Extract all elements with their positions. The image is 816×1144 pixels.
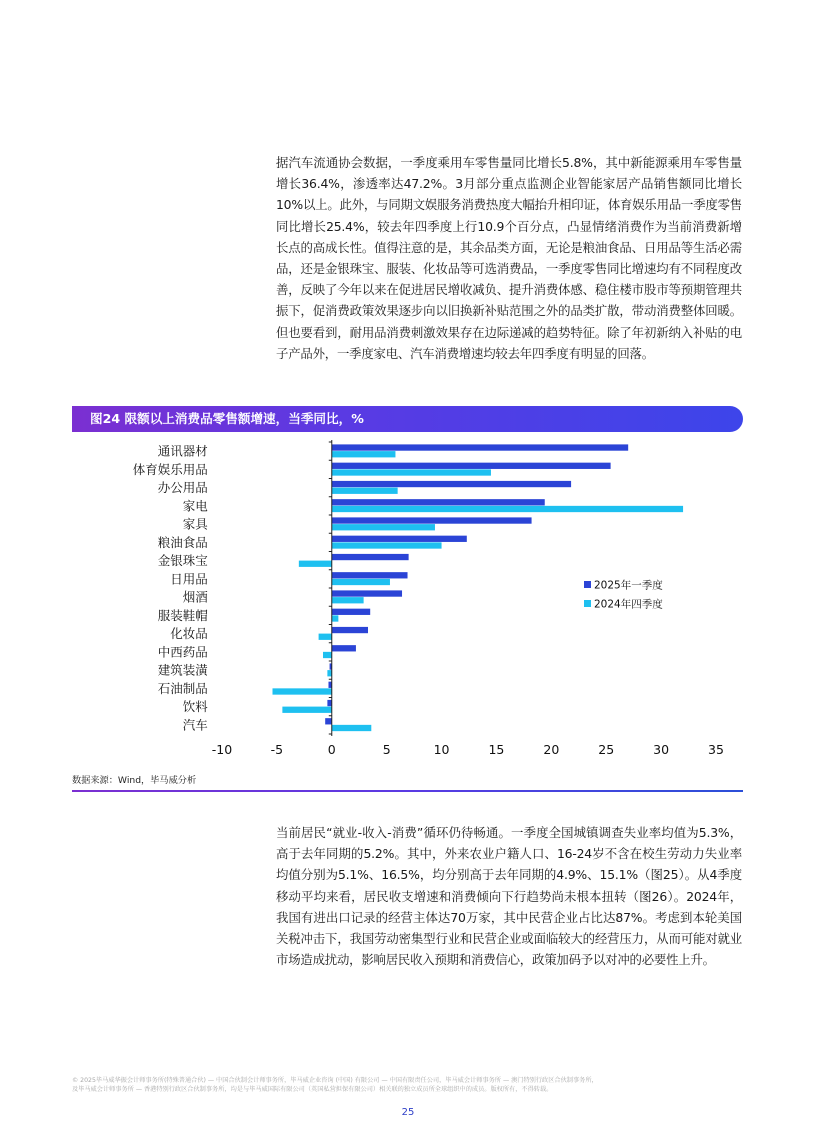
figure-divider <box>72 790 743 792</box>
x-tick-label: 15 <box>488 742 505 757</box>
footer-legal-line-1: © 2025毕马威华振会计师事务所(特殊普通合伙) — 中国合伙制会计师事务所，毕马威企业咨询 (中国) 有限公司 — 中国有限责任公司，毕马威会计师事务所 — 澳门特别行政区合伙制事务所， <box>72 1077 598 1084</box>
category-label: 家电 <box>182 498 208 514</box>
category-label: 服装鞋帽 <box>157 607 208 623</box>
bar-q4-2024-15 <box>332 725 372 731</box>
category-label: 金银珠宝 <box>157 553 208 569</box>
bar-q1-2025-7 <box>332 572 408 578</box>
x-tick-label: 30 <box>653 742 670 757</box>
bar-q1-2025-0 <box>332 444 628 450</box>
x-tick-label: -5 <box>270 742 284 757</box>
bar-q1-2025-5 <box>332 536 467 542</box>
bar-q1-2025-2 <box>332 481 571 487</box>
category-label: 烟酒 <box>182 589 208 605</box>
body-paragraph-1: 据汽车流通协会数据，一季度乘用车零售量同比增长5.8%，其中新能源乘用车零售量增长36.4%，渗透率达47.2%。3月部分重点监测企业智能家居产品销售额同比增长10%以上。此外，与同期文娱服务消费热度大幅抬升相印证，体育娱乐用品一季度零售同比增长25.4%，较去年四季度上行10.9个百分点，凸显情绪消费作为当前消费新增长点的高成长性。值得注意的是，其余品类方面，无论是粮油食品、日用品等生活必需品，还是金银珠宝、服装、化妆品等可选消费品，一季度零售同比增速均有不同程度改善，反映了今年以来在促进居民增收减负、提升消费体感、稳住楼市股市等预期管理共振下，促消费政策效果逐步向以旧换新补贴范围之外的品类扩散，带动消费整体回暖。但也要看到，耐用品消费刺激效果存在边际递减的趋势特征。除了年初新纳入补贴的电子产品外，一季度家电、汽车消费增速均较去年四季度有明显的回落。 <box>276 155 742 361</box>
legend-swatch <box>584 600 591 607</box>
category-label: 家具 <box>182 516 208 532</box>
bar-q4-2024-11 <box>323 652 332 658</box>
bar-chart <box>72 436 743 768</box>
x-tick-label: 10 <box>433 742 450 757</box>
category-label: 通讯器材 <box>157 443 208 459</box>
bar-q1-2025-9 <box>332 609 370 615</box>
figure-title: 图24 限额以上消费品零售额增速，当季同比，% <box>72 406 743 432</box>
footer-legal-line-2: 及毕马威会计师事务所 — 香港特别行政区合伙制事务所，均是与毕马威国际有限公司（英国私营担保有限公司）相关联的独立成员所全球组织中的成员。版权所有，不得转载。 <box>72 1086 553 1093</box>
bar-q1-2025-10 <box>332 627 368 633</box>
x-tick-label: 35 <box>708 742 724 757</box>
bar-q4-2024-10 <box>319 634 332 640</box>
bar-q4-2024-0 <box>332 451 396 457</box>
bar-q4-2024-4 <box>332 524 435 530</box>
category-label: 饮料 <box>182 699 208 715</box>
category-label: 中西药品 <box>157 644 208 660</box>
bar-q4-2024-1 <box>332 469 491 475</box>
bar-q4-2024-3 <box>332 506 683 512</box>
x-tick-label: 20 <box>543 742 560 757</box>
legend-label: 2025年一季度 <box>594 579 663 592</box>
bar-q4-2024-8 <box>332 597 364 603</box>
x-tick-label: 5 <box>382 742 391 757</box>
bar-q1-2025-1 <box>332 463 611 469</box>
body-paragraph-2: 当前居民“就业-收入-消费”循环仍待畅通。一季度全国城镇调查失业率均值为5.3%，高于去年同期的5.2%。其中，外来农业户籍人口、16-24岁不含在校生劳动力失业率均值分别为5.1%、16.5%，均分别高于去年同期的4.9%、15.1%（图25）。从4季度移动平均来看，居民收支增速和消费倾向下行趋势尚未根本扭转（图26）。2024年，我国有进出口记录的经营主体达70万家，其中民营企业占比达87%。考虑到本轮美国关税冲击下，我国劳动密集型行业和民营企业或面临较大的经营压力，从而可能对就业市场造成扰动，影响居民收入预期和消费信心，政策加码予以对冲的必要性上升。 <box>276 825 742 968</box>
category-label: 办公用品 <box>157 480 208 496</box>
category-label: 石油制品 <box>157 680 208 696</box>
category-label: 建筑装潢 <box>157 662 208 678</box>
x-tick-label: 0 <box>327 742 336 757</box>
bar-q4-2024-7 <box>332 579 390 585</box>
footer-legal <box>72 1076 752 1094</box>
category-label: 粮油食品 <box>157 534 208 550</box>
bar-q4-2024-12 <box>327 670 331 676</box>
bar-q1-2025-11 <box>332 645 356 651</box>
category-label: 日用品 <box>170 571 208 587</box>
x-tick-label: -10 <box>211 742 233 757</box>
bar-q4-2024-5 <box>332 542 442 548</box>
category-label: 汽车 <box>182 717 208 733</box>
bar-q4-2024-6 <box>299 561 332 567</box>
legend-swatch <box>584 581 591 588</box>
bar-q1-2025-8 <box>332 590 402 596</box>
page-number: 25 <box>401 1107 415 1118</box>
bar-q4-2024-13 <box>272 688 331 694</box>
category-label: 体育娱乐用品 <box>132 461 208 477</box>
x-tick-label: 25 <box>598 742 615 757</box>
bar-q4-2024-14 <box>282 707 331 713</box>
bar-q1-2025-6 <box>332 554 409 560</box>
bar-q4-2024-9 <box>332 615 339 621</box>
data-source: 数据来源：Wind，毕马威分析 <box>72 775 197 786</box>
category-label: 化妆品 <box>170 626 208 642</box>
bar-q1-2025-3 <box>332 499 545 505</box>
bar-q1-2025-14 <box>327 700 331 706</box>
bar-q1-2025-15 <box>325 718 332 724</box>
legend-label: 2024年四季度 <box>594 598 663 611</box>
bar-q1-2025-4 <box>332 517 532 523</box>
bar-q4-2024-2 <box>332 488 398 494</box>
